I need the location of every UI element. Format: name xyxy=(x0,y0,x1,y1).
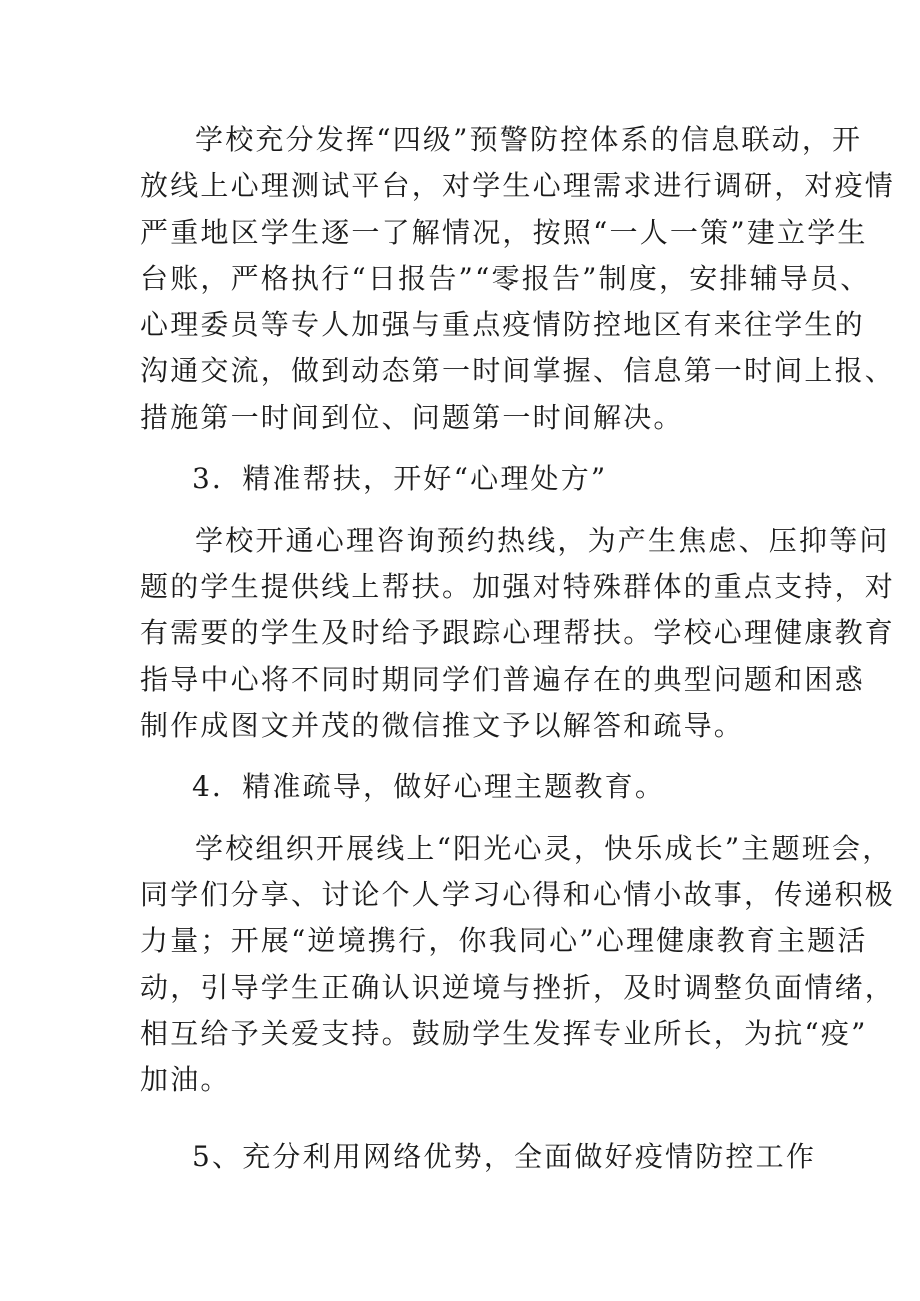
paragraph-2-line-1: 学校开通心理咨询预约热线，为产生焦虑、压抑等问 xyxy=(195,524,890,557)
paragraph-1-line-5: 心理委员等专人加强与重点疫情防控地区有来往学生的 xyxy=(140,308,865,341)
paragraph-2-line-2: 题的学生提供线上帮扶。加强对特殊群体的重点支持，对 xyxy=(140,570,896,603)
paragraph-2-line-5: 制作成图文并茂的微信推文予以解答和疏导。 xyxy=(140,709,745,742)
section-heading-3: 3．精准帮扶，开好“心理处方” xyxy=(192,462,608,495)
section-heading-4: 4．精准疏导，做好心理主题教育。 xyxy=(192,770,666,803)
paragraph-3-line-2: 同学们分享、讨论个人学习心得和心情小故事，传递积极 xyxy=(140,878,896,911)
paragraph-3-line-6: 加油。 xyxy=(140,1063,231,1096)
paragraph-1-line-1: 学校充分发挥“四级”预警防控体系的信息联动，开 xyxy=(195,123,863,156)
paragraph-3-line-1: 学校组织开展线上“阳光心灵，快乐成长”主题班会， xyxy=(195,832,893,865)
paragraph-1-line-2: 放线上心理测试平台，对学生心理需求进行调研，对疫情 xyxy=(140,169,896,202)
paragraph-3-line-4: 动，引导学生正确认识逆境与挫折，及时调整负面情绪， xyxy=(140,971,896,1004)
paragraph-1-line-3: 严重地区学生逐一了解情况，按照“一人一策”建立学生 xyxy=(140,216,868,249)
paragraph-2-line-3: 有需要的学生及时给予跟踪心理帮扶。学校心理健康教育 xyxy=(140,616,896,649)
paragraph-1-line-4: 台账，严格执行“日报告”“零报告”制度，安排辅导员、 xyxy=(140,262,871,295)
paragraph-2-line-4: 指导中心将不同时期同学们普遍存在的典型问题和困惑 xyxy=(140,663,865,696)
section-heading-5: 5、充分利用网络优势，全面做好疫情防控工作 xyxy=(192,1140,817,1173)
paragraph-3-line-3: 力量；开展“逆境携行，你我同心”心理健康教育主题活 xyxy=(140,924,868,957)
paragraph-3-line-5: 相互给予关爱支持。鼓励学生发挥专业所长，为抗“疫” xyxy=(140,1017,868,1050)
paragraph-1-line-6: 沟通交流，做到动态第一时间掌握、信息第一时间上报、 xyxy=(140,354,896,387)
paragraph-1-line-7: 措施第一时间到位、问题第一时间解决。 xyxy=(140,401,684,434)
